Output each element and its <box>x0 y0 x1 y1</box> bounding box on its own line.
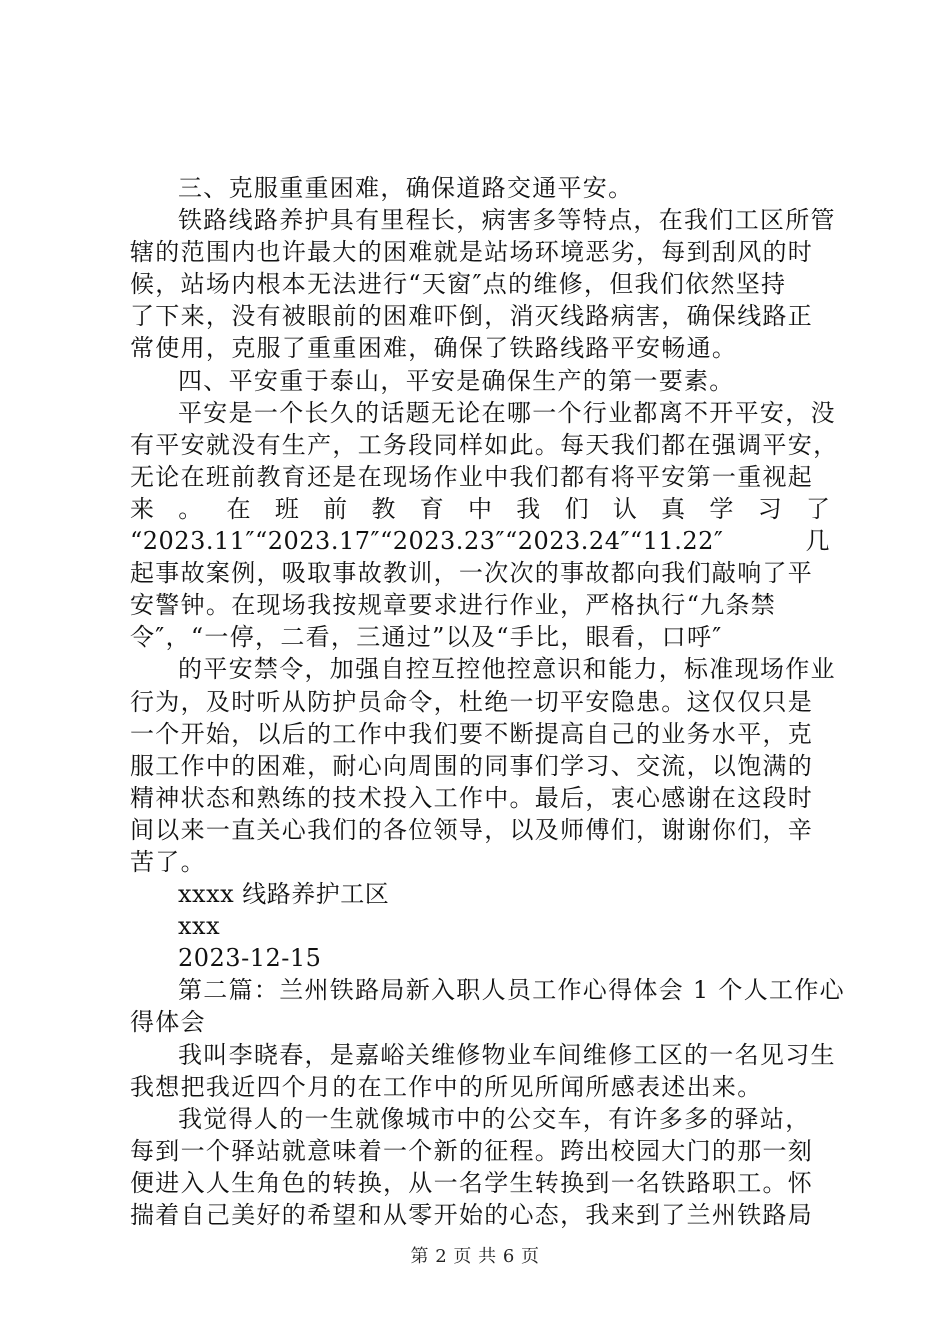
section-heading-3: 三、克服重重困难，确保道路交通平安。 <box>178 174 634 202</box>
signature-name: xxx <box>178 912 221 941</box>
paragraph-line: 揣着自己美好的希望和从零开始的心态，我来到了兰州铁路局 <box>130 1201 814 1229</box>
chapter-title: 第二篇：兰州铁路局新入职人员工作心得体会 1 个人工作心 <box>178 976 845 1005</box>
paragraph-line: 我觉得人的一生就像城市中的公交车，有许多多的驿站， <box>178 1104 811 1133</box>
paragraph-line: 行为，及时听从防护员命令，杜绝一切平安隐患。这仅仅只是 <box>130 687 814 716</box>
paragraph-line: 一个开始，以后的工作中我们要不断提高自己的业务水平，克 <box>130 719 814 748</box>
paragraph-line: 便进入人生角色的转换，从一名学生转换到一名铁路职工。怀 <box>130 1168 814 1197</box>
section-heading-4: 四、平安重于泰山，平安是确保生产的第一要素。 <box>178 366 735 395</box>
paragraph-line: 了下来，没有被眼前的困难吓倒，消灭线路病害，确保线路正 <box>130 302 814 331</box>
paragraph-line: 令″，“一停，二看，三通过”以及“手比，眼看，口呼″ <box>130 623 723 652</box>
paragraph-line: 服工作中的困难，耐心向周围的同事们学习、交流，以饱满的 <box>130 751 814 780</box>
chapter-title: 得体会 <box>130 1008 206 1037</box>
paragraph-line: 精神状态和熟练的技术投入工作中。最后，衷心感谢在这段时 <box>130 783 814 812</box>
page-number: 第 2 页 共 6 页 <box>410 1246 540 1267</box>
paragraph-line: 起事故案例，吸取事故教训，一次次的事故都向我们敲响了平 <box>130 559 814 588</box>
paragraph-line: 苦了。 <box>130 847 206 876</box>
paragraph-line: 来 。 在 班 前 教 育 中 我 们 认 真 学 习 了 <box>130 494 830 523</box>
paragraph-line: 每到一个驿站就意味着一个新的征程。跨出校园大门的那一刻 <box>130 1136 814 1165</box>
paragraph-line: 无论在班前教育还是在现场作业中我们都有将平安第一重视起 <box>130 462 814 491</box>
paragraph-line: 常使用，克服了重重困难，确保了铁路线路平安畅通。 <box>130 334 738 363</box>
document-body <box>130 172 845 1231</box>
paragraph-line: 铁路线路养护具有里程长，病害多等特点，在我们工区所管 <box>178 206 836 235</box>
paragraph-line: 辖的范围内也许最大的困难就是站场环境恶劣，每到刮风的时 <box>130 238 814 267</box>
paragraph-line: 候，站场内根本无法进行“天窗″点的维修，但我们依然坚持 <box>130 270 787 299</box>
paragraph-line: 我叫李晓春，是嘉峪关维修物业车间维修工区的一名见习生 <box>178 1040 836 1069</box>
paragraph-line: 的平安禁令，加强自控互控他控意识和能力，标准现场作业 <box>178 655 836 684</box>
paragraph-line: 间以来一直关心我们的各位领导，以及师傅们，谢谢你们，辛 <box>130 815 814 844</box>
paragraph-line: 平安是一个长久的话题无论在哪一个行业都离不开平安，没 <box>178 398 836 427</box>
signature-date: 2023-12-15 <box>178 944 322 973</box>
paragraph-line: 我想把我近四个月的在工作中的所见所闻所感表述出来。 <box>130 1072 763 1101</box>
signature-org: xxxx 线路养护工区 <box>178 880 390 909</box>
paragraph-line: “2023.11″“2023.17″“2023.23″“2023.24″“11.22″几 <box>130 527 830 556</box>
paragraph-line: 有平安就没有生产，工务段同样如此。每天我们都在强调平安， <box>130 430 839 459</box>
paragraph-line: 安警钟。在现场我按规章要求进行作业，严格执行“九条禁 <box>130 591 777 620</box>
